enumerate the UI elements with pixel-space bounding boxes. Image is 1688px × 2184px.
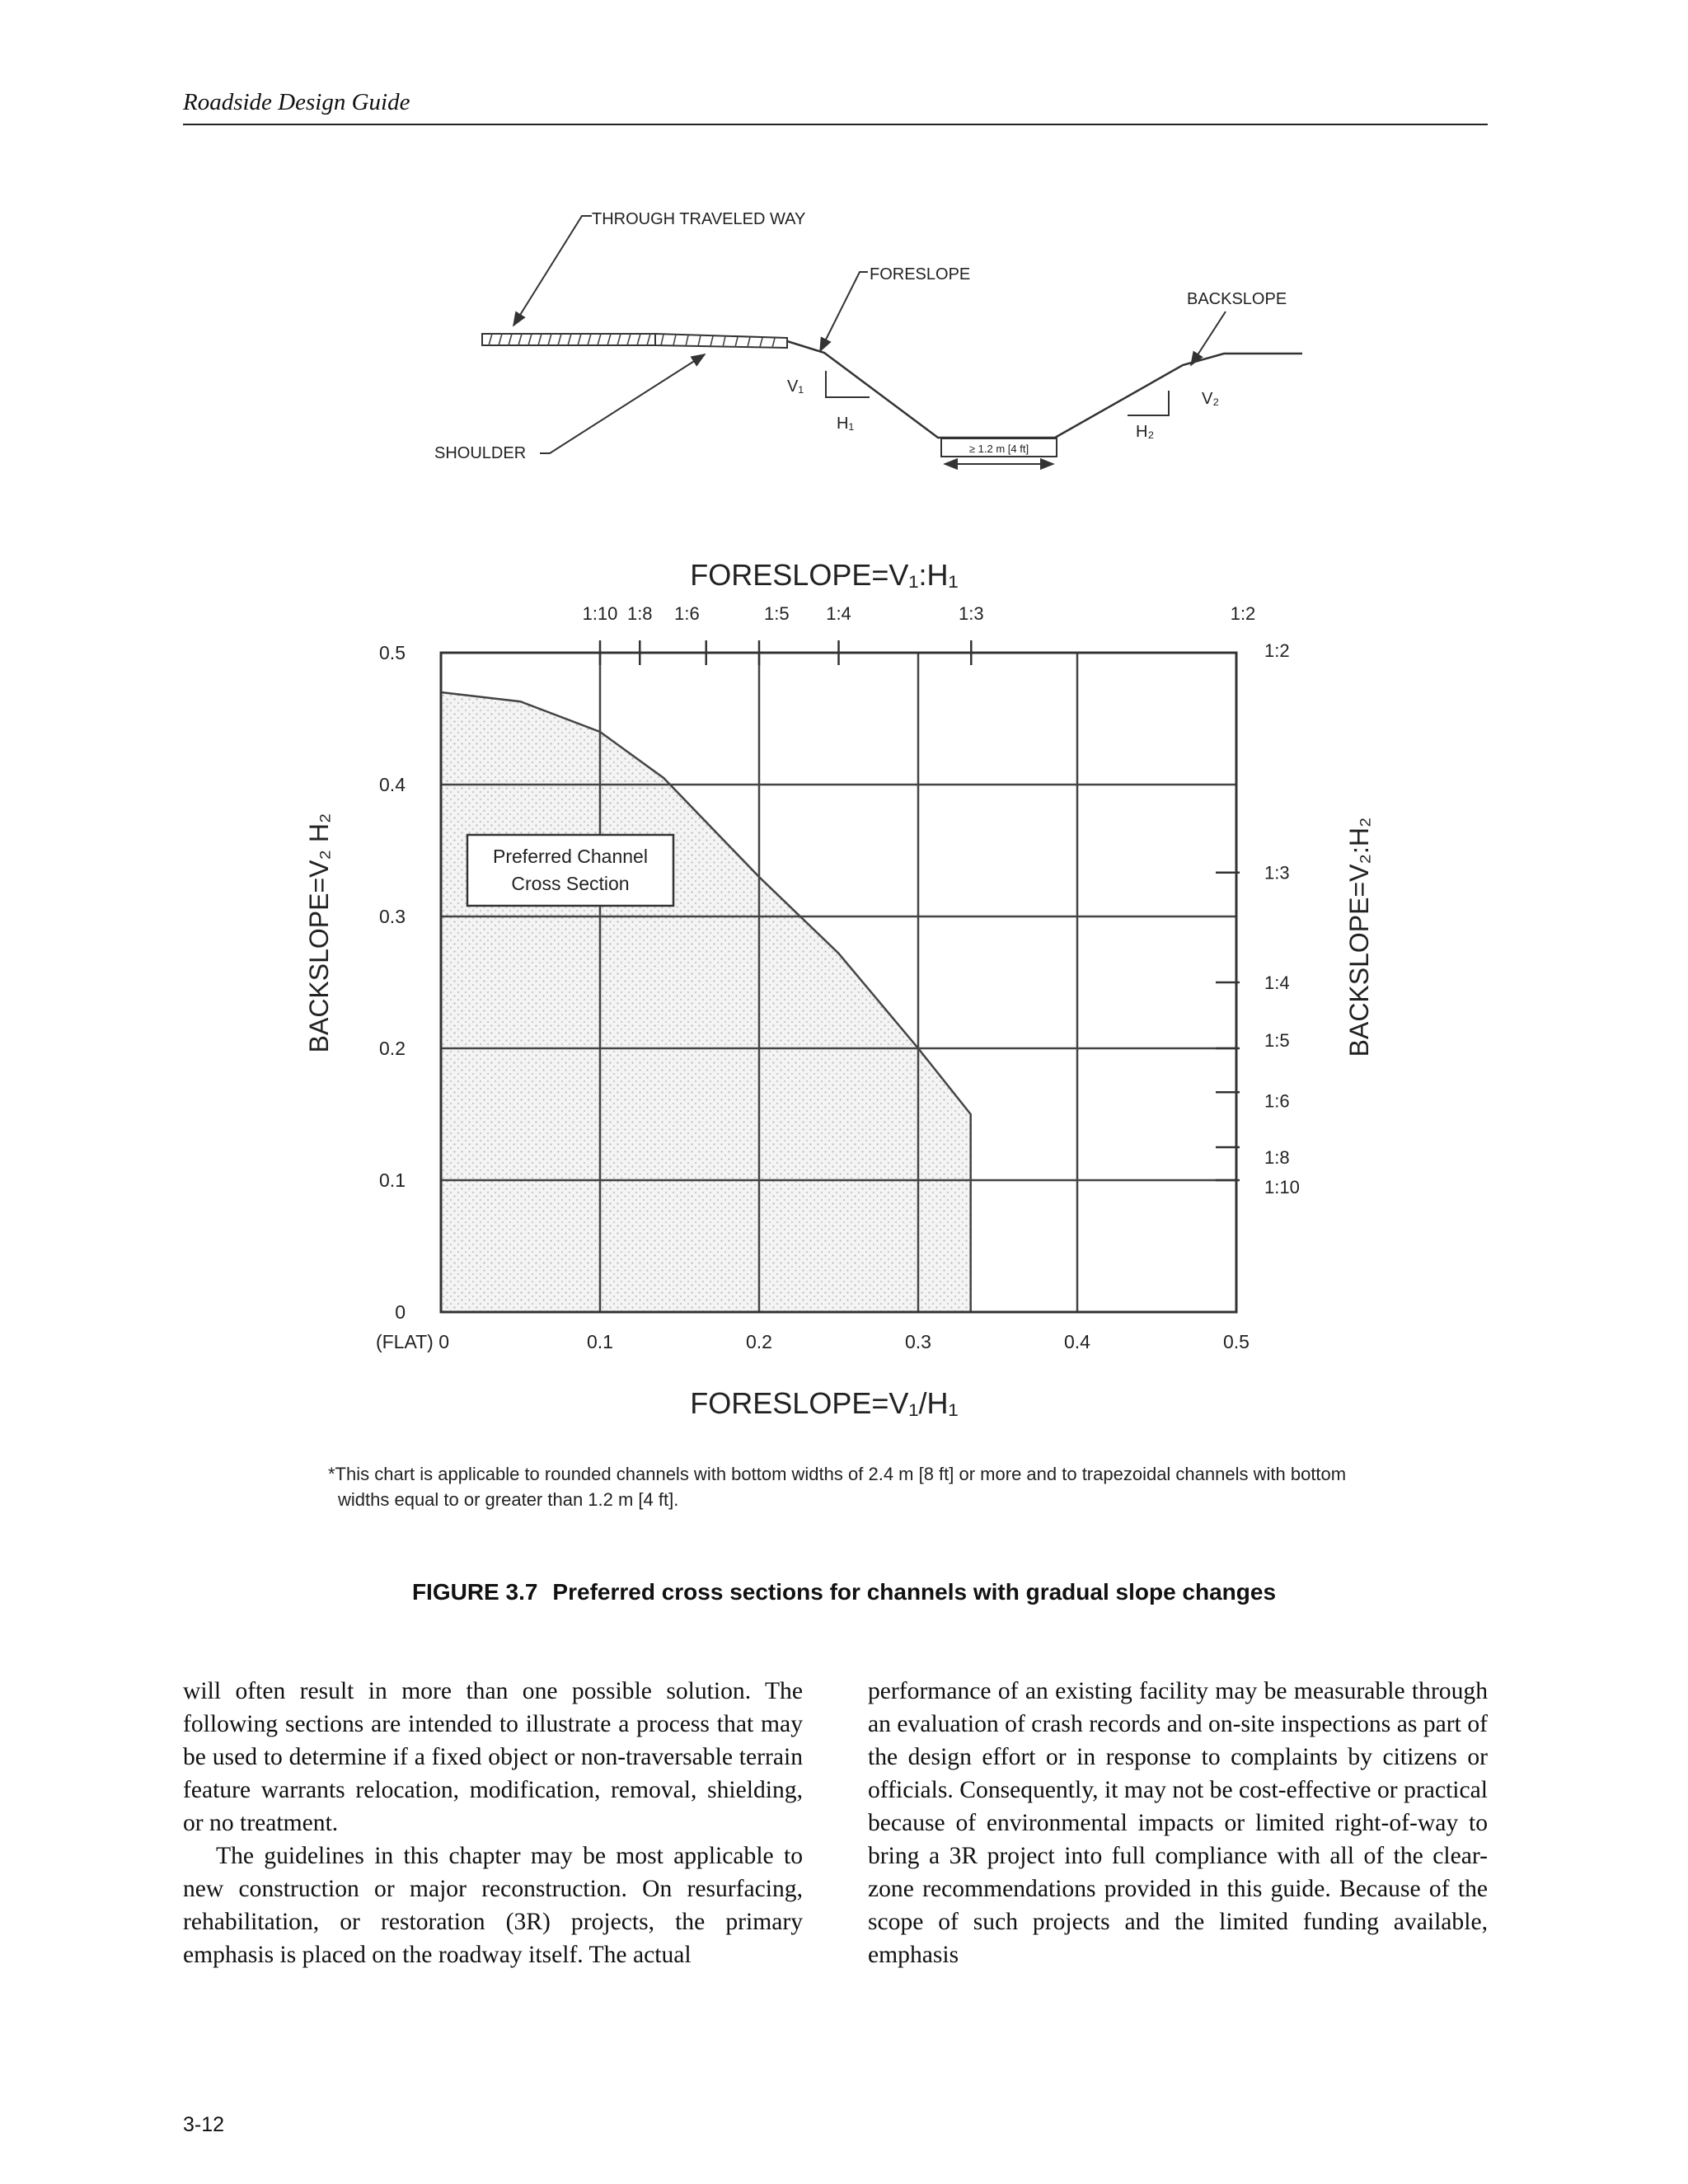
- through-traveled-way-label: THROUGH TRAVELED WAY: [592, 210, 806, 228]
- right-ratio-tick-label: 1:3: [1264, 862, 1290, 883]
- v1-label: V₁: [787, 377, 804, 396]
- chart-title: FORESLOPE=V₁:H₁: [690, 558, 959, 592]
- y-tick-label: 0: [395, 1301, 406, 1323]
- y-tick-label: 0.3: [379, 906, 406, 927]
- bottom-width-label: ≥ 1.2 m [4 ft]: [968, 443, 1029, 455]
- y-tick-label: 0.4: [379, 774, 406, 795]
- y-axis-ticks: [379, 642, 406, 1323]
- backslope-label: BACKSLOPE: [1187, 290, 1287, 308]
- x-tick-label: 0.2: [746, 1331, 772, 1352]
- y-tick-label: 0.1: [379, 1169, 406, 1191]
- paragraph: will often result in more than one possible solution. The following sections are intended to illustrate a process that may be used to determine if a fixed object or non-traversable terrain feature warrants relocation, modification, removal, shielding, or no treatment.: [183, 1678, 803, 1836]
- body-column-right: [868, 1675, 1488, 1971]
- x-tick-label: 0.5: [1223, 1331, 1250, 1352]
- figure-number: FIGURE 3.7: [411, 1579, 538, 1605]
- region-label-line-2: Cross Section: [511, 873, 630, 894]
- figure-caption: [0, 1579, 1688, 1605]
- running-head: Roadside Design Guide: [183, 89, 410, 115]
- x-tick-label: (FLAT) 0: [375, 1331, 449, 1352]
- figure-footnote: *This chart is applicable to rounded channels with bottom widths of 2.4 m [8 ft] or more and to trapezoidal channels with bottom widths equal to or greater than 1.2 m [4 ft].: [328, 1464, 1347, 1510]
- pavement: [482, 334, 787, 348]
- foreslope-label: FORESLOPE: [870, 265, 971, 284]
- right-ratio-tick-label: 1:2: [1264, 640, 1290, 661]
- x-axis-title: FORESLOPE=V₁/H₁: [690, 1386, 959, 1420]
- top-ratio-tick-label: 1:2: [1230, 603, 1256, 624]
- x-axis-ticks: [376, 1331, 1250, 1352]
- top-ratio-tick-label: 1:3: [958, 603, 984, 624]
- top-ratio-tick-label: 1:6: [674, 603, 700, 624]
- region-label-box: [467, 835, 673, 906]
- page-number: 3-12: [183, 2113, 225, 2136]
- region-label-line-1: Preferred Channel: [493, 846, 648, 867]
- paragraph: performance of an existing facility may be measurable through an evaluation of crash records and on-site inspections as part of the design effort or in response to complaints by citizens or officials. Consequently, it may not be cost-effective or practical because of environmental impacts or limited right-of-way to bring a 3R project into full compliance with all of the clear-zone recommendations provided in this guide. Because of the scope of such projects and the limited funding available, emphasis: [868, 1678, 1488, 1968]
- right-ratio-ticks: [1216, 640, 1300, 1197]
- right-ratio-tick-label: 1:8: [1264, 1147, 1290, 1168]
- right-ratio-tick-label: 1:5: [1264, 1030, 1290, 1051]
- top-ratio-tick-label: 1:5: [764, 603, 790, 624]
- y-tick-label: 0.5: [379, 642, 406, 663]
- body-column-left: [183, 1675, 803, 1971]
- v2-label: V₂: [1202, 390, 1220, 408]
- y-axis-title-left: BACKSLOPE=V₂ H₂: [304, 813, 334, 1053]
- right-ratio-tick-label: 1:4: [1264, 972, 1290, 993]
- x-tick-label: 0.4: [1064, 1331, 1090, 1352]
- paragraph: The guidelines in this chapter may be most applicable to new construction or major reconstruction. On resurfacing, rehabilitation, or restoration (3R) projects, the primary emphasis is placed on the roadway itself. The actual: [183, 1843, 803, 1968]
- figure-title: Preferred cross sections for channels with gradual slope changes: [552, 1579, 1277, 1605]
- top-ratio-tick-label: 1:4: [826, 603, 851, 624]
- y-axis-title-right: BACKSLOPE=V₂:H₂: [1344, 817, 1374, 1057]
- top-ratio-tick-label: 1:8: [626, 603, 653, 624]
- h2-label: H₂: [1136, 423, 1155, 441]
- x-tick-label: 0.3: [905, 1331, 931, 1352]
- right-ratio-tick-label: 1:6: [1264, 1090, 1290, 1112]
- y-tick-label: 0.2: [379, 1038, 406, 1059]
- foreslope-backslope-chart: [304, 558, 1374, 1420]
- h1-label: H₁: [837, 415, 855, 433]
- shoulder-label: SHOULDER: [434, 444, 527, 462]
- ground-profile: [787, 341, 1302, 438]
- cross-section-diagram: [434, 210, 1302, 464]
- x-tick-label: 0.1: [587, 1331, 613, 1352]
- top-ratio-tick-label: 1:10: [582, 603, 618, 624]
- right-ratio-tick-label: 1:10: [1264, 1177, 1300, 1197]
